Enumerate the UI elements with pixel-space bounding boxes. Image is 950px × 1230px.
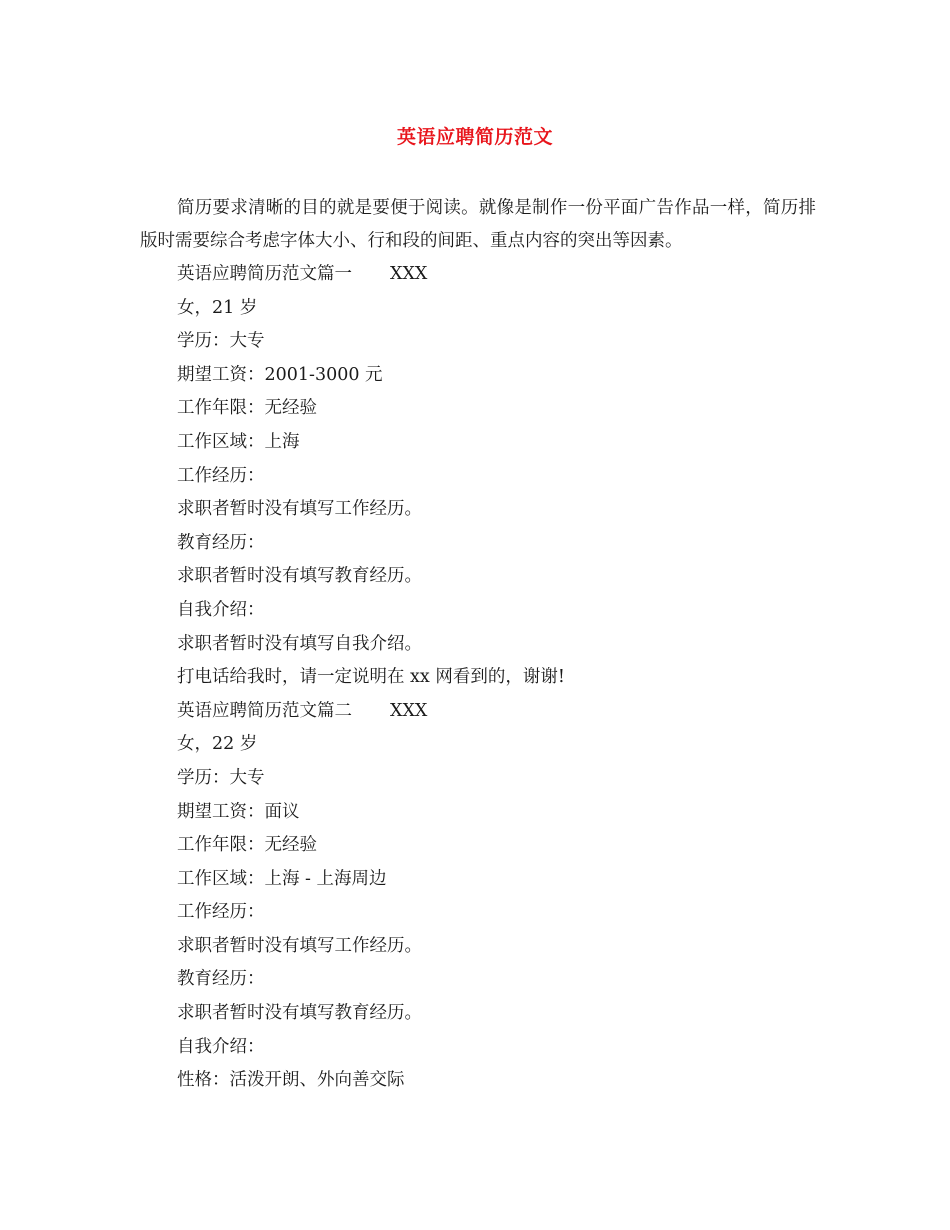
resume-line [177, 493, 565, 527]
intro-paragraph: 简历要求清晰的目的就是要便于阅读。就像是制作一份平面广告作品一样，简历排版时需要综合考虑字体大小、行和段的间距、重点内容的突出等因素。 [140, 198, 816, 251]
resume-line-text: 打电话给我时，请一定说明在 xx 网看到的，谢谢! [177, 667, 565, 688]
resume-line [177, 628, 565, 662]
resume-line [177, 695, 565, 729]
resume-line [177, 426, 565, 460]
resume-line-text: 期望工资：2001-3000 元 [177, 364, 383, 385]
resume-line [177, 728, 565, 762]
resume-line [177, 325, 565, 359]
resume-line [177, 896, 565, 930]
resume-line-text: 自我介绍： [177, 1036, 265, 1057]
resume-line-text: 性格：活泼开朗、外向善交际 [177, 1070, 405, 1091]
resume-line-text: 工作区域：上海 - 上海周边 [177, 868, 387, 889]
resume-line [177, 258, 565, 292]
resume-line [177, 963, 565, 997]
resume-line-text: 工作年限：无经验 [177, 835, 317, 856]
resume-line-text: 工作经历： [177, 902, 265, 923]
resume-line [177, 1031, 565, 1065]
resume-line-text: 教育经历： [177, 532, 265, 553]
resume-name-placeholder: XXX [390, 264, 428, 284]
resume-line-text: 学历：大专 [177, 331, 265, 352]
resume-line [177, 460, 565, 494]
resume-line [177, 527, 565, 561]
resume-line-text: 求职者暂时没有填写工作经历。 [177, 499, 422, 520]
resume-line-text: 期望工资：面议 [177, 801, 300, 822]
resume-line-text: 教育经历： [177, 969, 265, 990]
document-title: 英语应聘简历范文 [396, 126, 553, 148]
resume-line [177, 997, 565, 1031]
resume-line [177, 930, 565, 964]
resume-line-text: 英语应聘简历范文篇二 [177, 700, 352, 721]
resume-line [177, 863, 565, 897]
resume-line-text: 工作区域：上海 [177, 431, 300, 452]
resume-line [177, 829, 565, 863]
resume-line-text: 学历：大专 [177, 767, 265, 788]
resume-line [177, 359, 565, 393]
resume-line-text: 工作年限：无经验 [177, 398, 317, 419]
resume-line [177, 392, 565, 426]
resume-name-placeholder: XXX [390, 700, 428, 721]
resume-line-text: 求职者暂时没有填写自我介绍。 [177, 633, 422, 654]
resume-line-text: 求职者暂时没有填写工作经历。 [177, 935, 422, 956]
resume-line-text: 女，21 岁 [177, 297, 258, 318]
resume-line-text: 求职者暂时没有填写教育经历。 [177, 1003, 422, 1024]
resume-line [177, 292, 565, 326]
resume-line-text: 英语应聘简历范文篇一 [177, 264, 352, 284]
resume-lines [177, 258, 565, 1098]
resume-line [177, 560, 565, 594]
resume-line [177, 661, 565, 695]
resume-line [177, 1064, 565, 1098]
resume-line-text: 求职者暂时没有填写教育经历。 [177, 566, 422, 587]
resume-line-text: 工作经历： [177, 465, 265, 486]
resume-line-text: 女，22 岁 [177, 734, 258, 755]
resume-line [177, 762, 565, 796]
resume-line [177, 796, 565, 830]
resume-line-text: 自我介绍： [177, 599, 265, 620]
resume-line [177, 594, 565, 628]
